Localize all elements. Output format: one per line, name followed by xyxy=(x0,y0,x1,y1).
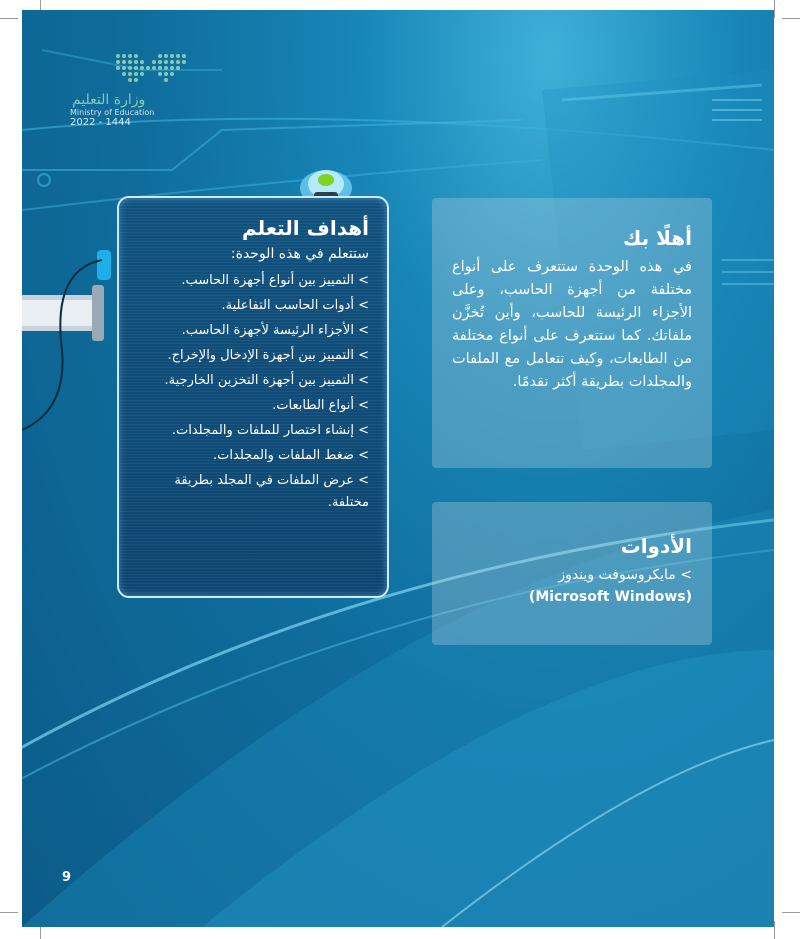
list-item: > ضغط الملفات والمجلدات. xyxy=(213,448,369,463)
unit-intro-page xyxy=(22,10,774,927)
tools-panel xyxy=(432,502,712,645)
crop-mark xyxy=(782,912,800,913)
tools-item-english: (Microsoft Windows) xyxy=(528,589,692,605)
ministry-logo xyxy=(68,50,198,128)
welcome-body: في هذه الوحدة ستتعرف على أنواع مختلفة من أجهزة الحاسب، وعلى الأجزاء الرئيسة للحاسب، وأين تُخزَّن ملفاتك. كما ستتعرف على أنواع مختلفة من الطابعات، وكيف تتعامل مع الملفات والمجلدات بطريقة أكثر تقدمًا. xyxy=(452,259,692,390)
crop-mark xyxy=(774,0,775,18)
learning-objectives-box xyxy=(117,196,389,598)
ministry-emblem-icon xyxy=(108,50,198,86)
crop-mark xyxy=(774,921,775,939)
tools-title: الأدوات xyxy=(620,534,692,558)
ministry-year: 2022 - 1444 xyxy=(70,117,131,128)
list-item: > أنواع الطابعات. xyxy=(272,398,369,413)
welcome-panel xyxy=(432,198,712,468)
crop-mark xyxy=(0,18,18,19)
list-item: > التمييز بين أجهزة الإدخال والإخراج. xyxy=(167,348,369,363)
objectives-title: أهداف التعلم xyxy=(242,216,369,240)
list-item: > أدوات الحاسب التفاعلية. xyxy=(221,298,369,313)
tools-item-arabic: > مايكروسوفت ويندوز xyxy=(558,567,692,583)
objectives-list xyxy=(137,270,369,514)
crop-mark xyxy=(782,18,800,19)
ministry-name-arabic: وزارة التعليم xyxy=(72,92,146,108)
page-number: 9 xyxy=(62,870,72,885)
list-item: > إنشاء اختصار للملفات والمجلدات. xyxy=(171,423,369,438)
list-item: > التمييز بين أجهزة التخزين الخارجية. xyxy=(164,373,369,388)
ministry-name-english: Ministry of Education xyxy=(70,108,155,117)
list-item: > الأجزاء الرئيسة لأجهزة الحاسب. xyxy=(181,323,369,338)
list-item: > عرض الملفات في المجلد بطريقة مختلفة. xyxy=(174,473,369,510)
objectives-intro: ستتعلم في هذه الوحدة: xyxy=(230,246,369,262)
crop-mark xyxy=(0,912,18,913)
list-item: > التمييز بين أنواع أجهزة الحاسب. xyxy=(181,273,369,288)
welcome-title: أهلًا بك xyxy=(622,226,692,250)
